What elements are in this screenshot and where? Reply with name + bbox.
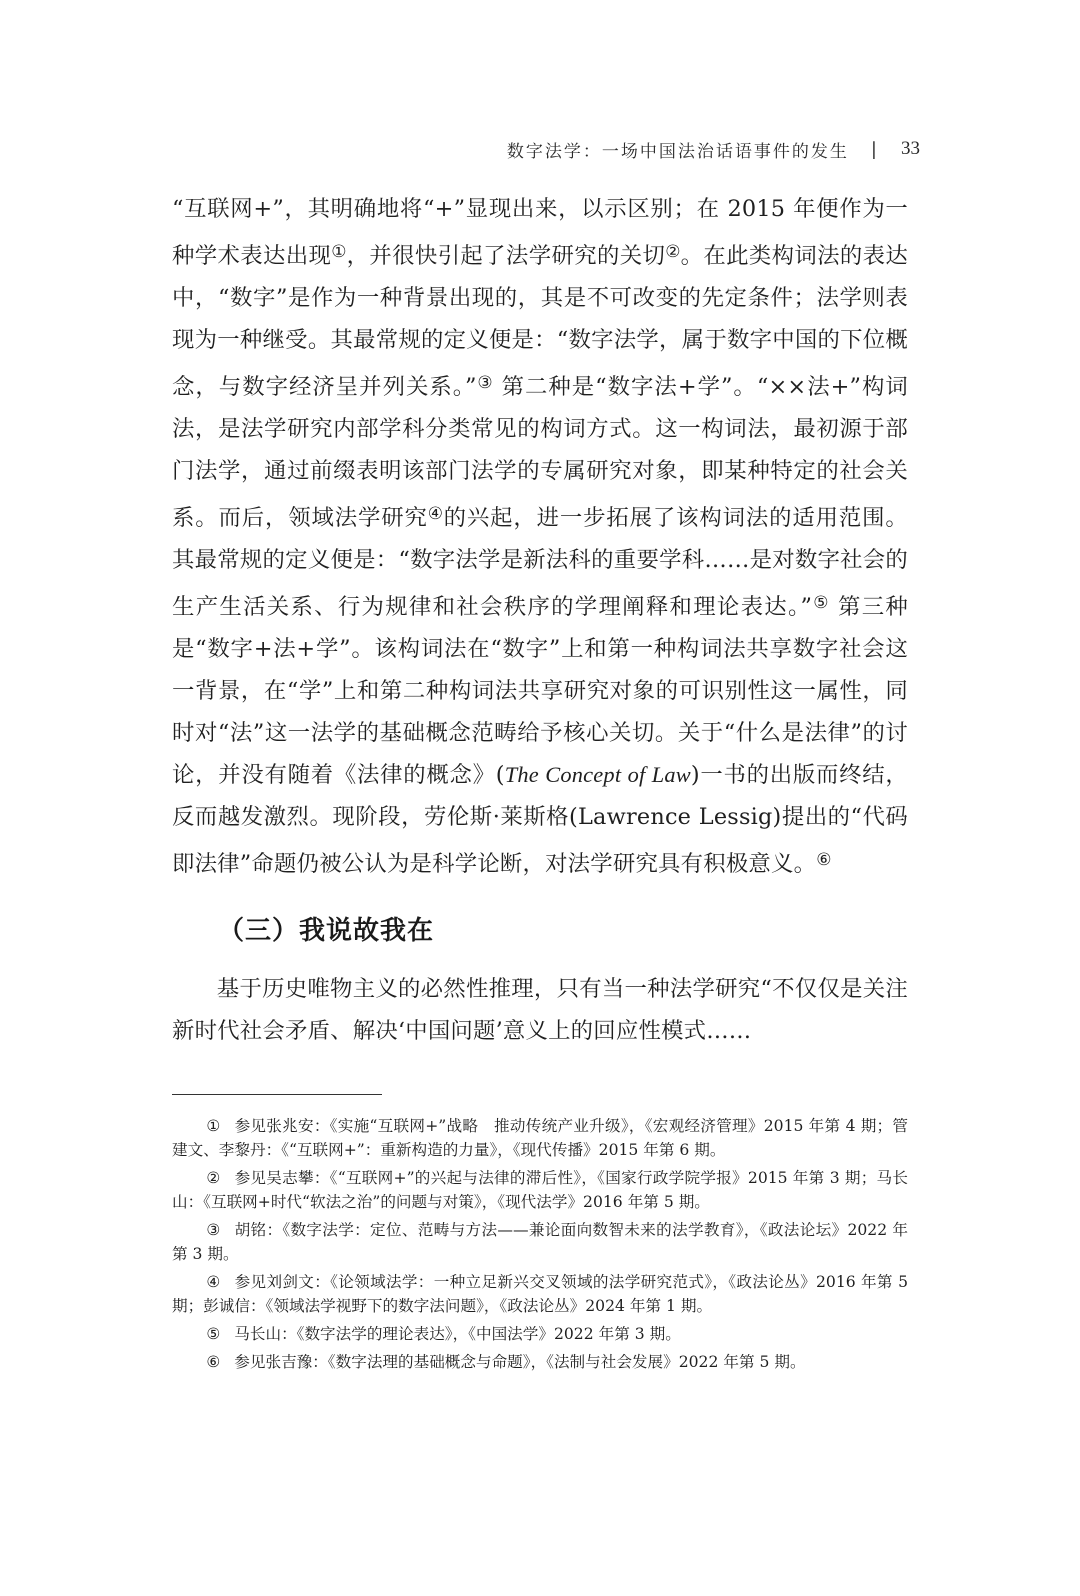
section-body-text [172, 968, 908, 1052]
footnote-1 [172, 1114, 908, 1162]
footnote-text: 马长山：《数字法学的理论表达》，《中国法学》2022 年第 3 期。 [234, 1325, 681, 1343]
body-text-segment: 的兴起，进一步拓展了该构词法的适用范围。其最常规的定义便是：“数字法学是新法科的重要学科……是对数字社会的生产生活关系、行为规律和社会秩序的学理阐释和理论表达。” [172, 504, 908, 620]
footnote-5 [172, 1322, 908, 1346]
footnotes [172, 1114, 908, 1378]
footnote-mark: ⑥ [206, 1353, 221, 1371]
header-separator: | [870, 138, 879, 160]
footnote-mark: ② [206, 1169, 221, 1187]
footnote-text: 参见吴志攀：《“互联网+”的兴起与法律的滞后性》，《国家行政学院学报》2015 年第 3 期；马长山：《互联网+时代“软法之治”的问题与对策》，《现代法学》2016 年第 5 期。 [172, 1169, 909, 1211]
footnote-mark: ⑤ [206, 1325, 221, 1343]
body-paragraph [172, 188, 908, 884]
footnote-2 [172, 1166, 908, 1214]
body-text-segment: 第二种是“数字法+学”。“××法+”构词法，是法学研究内部学科分类常见的构词方式。这一构词法，最初源于部门法学，通过前缀表明该部门法学的专属研究对象，即某种特定的社会关系。而后，领域法学研究 [172, 373, 909, 531]
footnote-6 [172, 1350, 908, 1374]
page-number: 33 [901, 138, 920, 159]
footnote-text: 胡铭：《数字法学：定位、范畴与方法——兼论面向数智未来的法学教育》，《政法论坛》2022 年第 3 期。 [172, 1221, 909, 1263]
body-text-segment: 。在此类构词法的表达中，“数字”是作为一种背景出现的，其是不可改变的先定条件；法学则表现为一种继受。其最常规的定义便是：“数字法学，属于数字中国的下位概念，与数字经济呈并列关系。” [172, 242, 908, 400]
body-paragraph: 基于历史唯物主义的必然性推理，只有当一种法学研究“不仅仅是关注新时代社会矛盾、解决‘中国问题’意义上的回应性模式…… [172, 976, 908, 1044]
footnote-divider [172, 1094, 382, 1095]
footnote-ref-6[interactable]: ⑥ [816, 848, 832, 869]
book-title-english: The Concept of Law [504, 761, 691, 787]
footnote-mark: ① [206, 1117, 221, 1135]
main-body-text [172, 188, 908, 884]
footnote-mark: ④ [206, 1273, 221, 1291]
footnote-text: 参见张吉豫：《数字法理的基础概念与命题》，《法制与社会发展》2022 年第 5 期。 [234, 1353, 806, 1371]
running-title: 数字法学：一场中国法治话语事件的发生 [506, 141, 849, 162]
running-header [180, 134, 920, 164]
footnote-mark: ③ [206, 1221, 221, 1239]
footnote-ref-3[interactable]: ③ [476, 371, 494, 392]
footnote-text: 参见张兆安：《实施“互联网+”战略 推动传统产业升级》，《宏观经济管理》2015 年第 4 期；管建文、李黎丹：《“互联网+”：重新构造的力量》，《现代传播》2015 年第 6 期。 [172, 1117, 909, 1159]
section-heading: （三）我说故我在 [218, 916, 435, 946]
footnote-4 [172, 1270, 908, 1318]
footnote-ref-4[interactable]: ④ [427, 502, 444, 523]
footnote-text: 参见刘剑文：《论领域法学：一种立足新兴交叉领域的法学研究范式》，《政法论丛》2016 年第 5 期；彭诚信：《领域法学视野下的数字法问题》，《政法论丛》2024 年第 1 期。 [172, 1273, 909, 1315]
body-text-segment: ，并很快引起了法学研究的关切 [346, 242, 666, 269]
body-text-segment: “互联网+”，其明确地将“+”显现出来，以示区别；在 2015 年便作为一种学术表达出现 [172, 196, 908, 269]
body-text-segment: )一书的出版而终结，反而越发激烈。现阶段，劳伦斯·莱斯格(Lawrence Lessig)提出的“代码即法律”命题仍被公认为是科学论断，对法学研究具有积极意义。 [172, 761, 908, 877]
footnote-ref-2[interactable]: ② [665, 241, 681, 261]
footnote-ref-5[interactable]: ⑤ [812, 591, 830, 612]
body-text-segment: 第三种是“数字+法+学”。该构词法在“数字”上和第一种构词法共享数字社会这一背景，在“学”上和第二种构词法共享研究对象的可识别性这一属性，同时对“法”这一法学的基础概念范畴给予核心关切。关于“什么是法律”的讨论，并没有随着《法律的概念》( [172, 593, 908, 788]
footnote-3 [172, 1218, 908, 1266]
footnote-ref-1[interactable]: ① [331, 241, 347, 261]
